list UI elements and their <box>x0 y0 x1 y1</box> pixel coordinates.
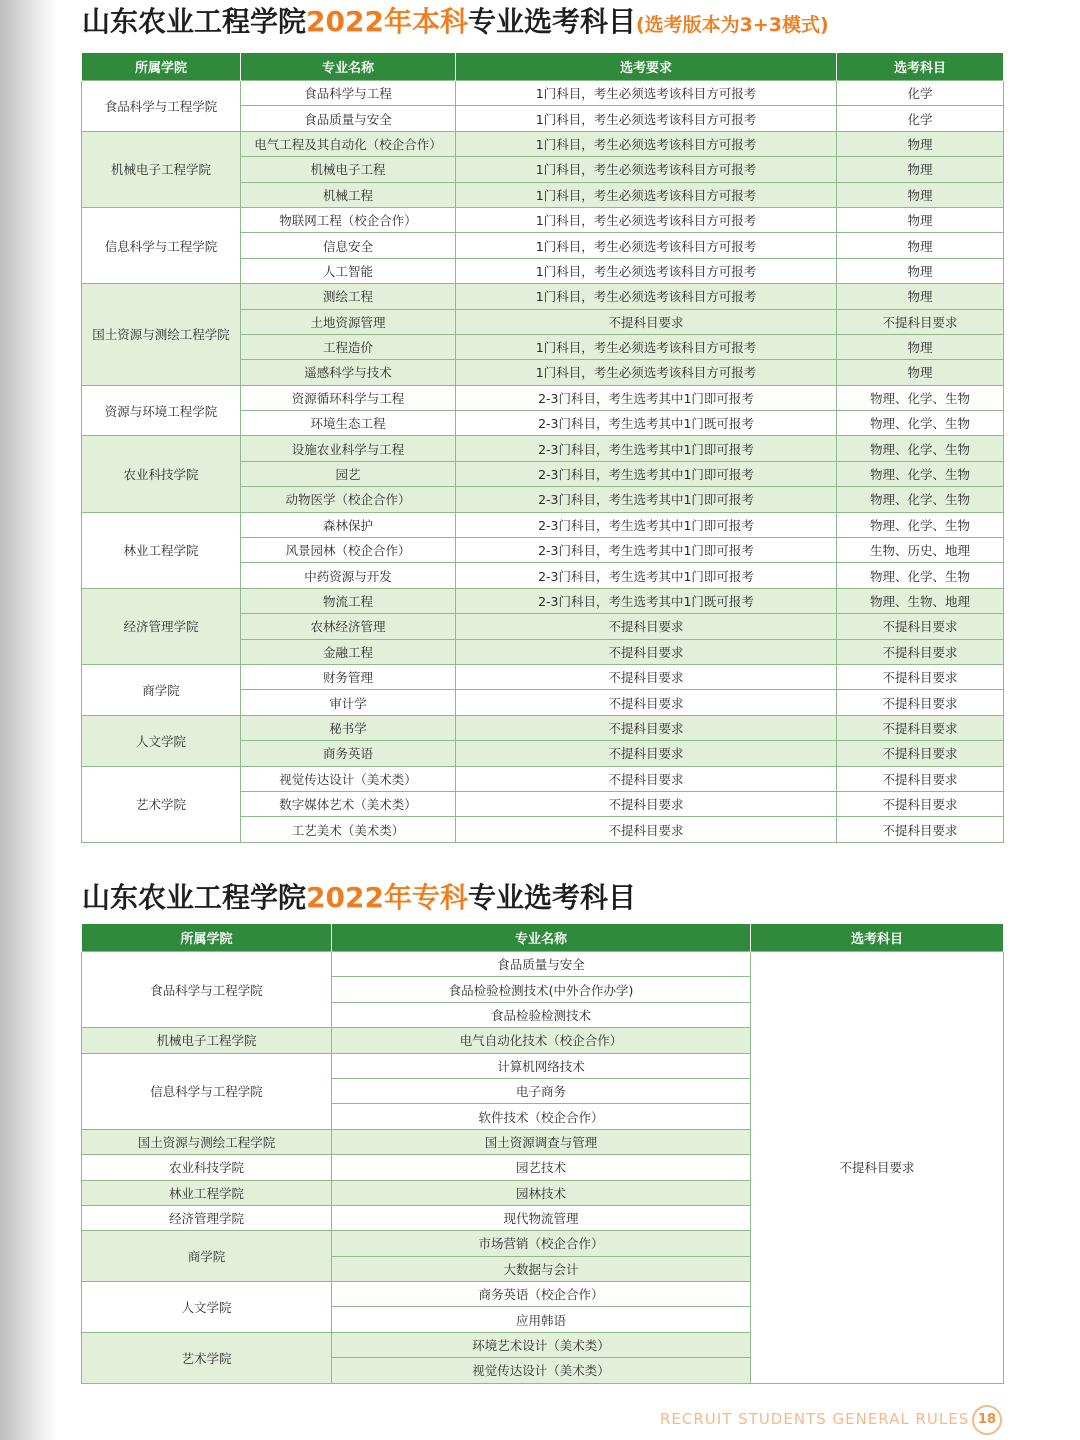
requirement-cell: 2-3门科目，考生选考其中1门即可报考 <box>456 512 837 537</box>
major-cell: 电气工程及其自动化（校企合作） <box>241 131 456 156</box>
requirement-cell: 不提科目要求 <box>456 766 837 791</box>
requirement-cell: 1门科目，考生必须选考该科目方可报考 <box>456 233 837 258</box>
school-cell: 机械电子工程学院 <box>82 1028 332 1053</box>
school-cell: 农业科技学院 <box>82 1155 332 1180</box>
school-cell: 国土资源与测绘工程学院 <box>82 1129 332 1154</box>
header-school: 所属学院 <box>82 924 332 952</box>
subject-cell: 不提科目要求 <box>837 715 1004 740</box>
requirement-cell: 1门科目，考生必须选考该科目方可报考 <box>456 360 837 385</box>
table-row <box>82 284 1004 309</box>
school-cell: 林业工程学院 <box>82 512 241 588</box>
subject-cell: 不提科目要求 <box>837 614 1004 639</box>
major-cell: 物流工程 <box>241 588 456 613</box>
school-cell: 经济管理学院 <box>82 588 241 664</box>
requirement-cell: 不提科目要求 <box>456 664 837 689</box>
footer-text: RECRUIT STUDENTS GENERAL RULES <box>660 1410 970 1428</box>
table-row <box>82 512 1004 537</box>
subject-cell: 物理 <box>837 258 1004 283</box>
title-subject: 专业选考科目 <box>467 881 636 914</box>
subject-cell: 物理 <box>837 182 1004 207</box>
title-school-name: 山东农业工程学院 <box>82 5 307 38</box>
requirement-cell: 1门科目，考生必须选考该科目方可报考 <box>456 131 837 156</box>
page-fold-shadow <box>0 0 58 1440</box>
college-table-body <box>82 952 1004 1384</box>
requirement-cell: 2-3门科目，考生选考其中1门即可报考 <box>456 563 837 588</box>
table-header-row <box>82 924 1004 952</box>
undergrad-table-body <box>82 81 1004 843</box>
subject-cell: 物理 <box>837 157 1004 182</box>
school-cell: 信息科学与工程学院 <box>82 1053 332 1129</box>
subject-cell: 物理、化学、生物 <box>837 411 1004 436</box>
major-cell: 审计学 <box>241 690 456 715</box>
table-row <box>82 588 1004 613</box>
table-header-row <box>82 53 1004 81</box>
requirement-cell: 不提科目要求 <box>456 690 837 715</box>
major-cell: 测绘工程 <box>241 284 456 309</box>
title-subject: 专业选考科目 <box>467 5 636 38</box>
major-cell: 现代物流管理 <box>332 1205 751 1230</box>
major-cell: 商务英语 <box>241 741 456 766</box>
major-cell: 园林技术 <box>332 1180 751 1205</box>
subject-cell: 物理、化学、生物 <box>837 385 1004 410</box>
school-cell: 林业工程学院 <box>82 1180 332 1205</box>
header-subjects: 选考科目 <box>751 924 1004 952</box>
requirement-cell: 1门科目，考生必须选考该科目方可报考 <box>456 334 837 359</box>
requirement-cell: 2-3门科目，考生选考其中1门即可报考 <box>456 538 837 563</box>
subject-cell: 不提科目要求 <box>837 741 1004 766</box>
title-year-level: 2022年本科 <box>306 5 468 38</box>
major-cell: 中药资源与开发 <box>241 563 456 588</box>
major-cell: 森林保护 <box>241 512 456 537</box>
major-cell: 工程造价 <box>241 334 456 359</box>
college-title <box>82 881 636 914</box>
school-cell: 经济管理学院 <box>82 1205 332 1230</box>
major-cell: 金融工程 <box>241 639 456 664</box>
requirement-cell: 不提科目要求 <box>456 614 837 639</box>
header-school: 所属学院 <box>82 53 241 81</box>
header-major: 专业名称 <box>332 924 751 952</box>
college-table <box>81 924 1004 1384</box>
major-cell: 物联网工程（校企合作） <box>241 207 456 232</box>
school-cell: 人文学院 <box>82 1282 332 1333</box>
school-cell: 食品科学与工程学院 <box>82 952 332 1028</box>
requirement-cell: 1门科目，考生必须选考该科目方可报考 <box>456 207 837 232</box>
major-cell: 园艺 <box>241 461 456 486</box>
major-cell: 食品质量与安全 <box>241 106 456 131</box>
school-cell: 商学院 <box>82 1231 332 1282</box>
requirement-cell: 2-3门科目，考生选考其中1门既可报考 <box>456 411 837 436</box>
requirement-cell: 不提科目要求 <box>456 715 837 740</box>
requirement-cell: 1门科目，考生必须选考该科目方可报考 <box>456 284 837 309</box>
major-cell: 食品科学与工程 <box>241 81 456 106</box>
school-cell: 艺术学院 <box>82 1332 332 1383</box>
title-year-level: 2022年专科 <box>306 881 468 914</box>
major-cell: 电气自动化技术（校企合作） <box>332 1028 751 1053</box>
major-cell: 信息安全 <box>241 233 456 258</box>
table-row <box>82 766 1004 791</box>
subject-cell: 物理 <box>837 131 1004 156</box>
school-cell: 资源与环境工程学院 <box>82 385 241 436</box>
major-cell: 软件技术（校企合作） <box>332 1104 751 1129</box>
undergrad-table <box>81 53 1004 843</box>
header-subjects: 选考科目 <box>837 53 1004 81</box>
subject-cell: 化学 <box>837 81 1004 106</box>
major-cell: 国土资源调查与管理 <box>332 1129 751 1154</box>
school-cell: 信息科学与工程学院 <box>82 207 241 283</box>
major-cell: 视觉传达设计（美术类） <box>332 1358 751 1383</box>
subject-cell: 物理 <box>837 207 1004 232</box>
table-row <box>82 715 1004 740</box>
subject-cell-merged: 不提科目要求 <box>751 952 1004 1384</box>
requirement-cell: 2-3门科目，考生选考其中1门即可报考 <box>456 436 837 461</box>
table-row <box>82 131 1004 156</box>
header-major: 专业名称 <box>241 53 456 81</box>
table-row <box>82 436 1004 461</box>
major-cell: 工艺美术（美术类） <box>241 817 456 842</box>
requirement-cell: 不提科目要求 <box>456 639 837 664</box>
header-requirement: 选考要求 <box>456 53 837 81</box>
major-cell: 机械工程 <box>241 182 456 207</box>
major-cell: 大数据与会计 <box>332 1256 751 1281</box>
major-cell: 电子商务 <box>332 1078 751 1103</box>
major-cell: 环境艺术设计（美术类） <box>332 1332 751 1357</box>
subject-cell: 生物、历史、地理 <box>837 538 1004 563</box>
requirement-cell: 1门科目，考生必须选考该科目方可报考 <box>456 81 837 106</box>
requirement-cell: 不提科目要求 <box>456 741 837 766</box>
title-note: (选考版本为3+3模式) <box>635 14 829 36</box>
school-cell: 人文学院 <box>82 715 241 766</box>
major-cell: 土地资源管理 <box>241 309 456 334</box>
major-cell: 资源循环科学与工程 <box>241 385 456 410</box>
school-cell: 艺术学院 <box>82 766 241 842</box>
subject-cell: 物理、生物、地理 <box>837 588 1004 613</box>
requirement-cell: 1门科目，考生必须选考该科目方可报考 <box>456 258 837 283</box>
major-cell: 遥感科学与技术 <box>241 360 456 385</box>
title-school-name: 山东农业工程学院 <box>82 881 307 914</box>
table-row <box>82 952 1004 977</box>
requirement-cell: 不提科目要求 <box>456 309 837 334</box>
table-row <box>82 207 1004 232</box>
requirement-cell: 1门科目，考生必须选考该科目方可报考 <box>456 106 837 131</box>
school-cell: 农业科技学院 <box>82 436 241 512</box>
subject-cell: 物理 <box>837 284 1004 309</box>
subject-cell: 物理、化学、生物 <box>837 436 1004 461</box>
subject-cell: 化学 <box>837 106 1004 131</box>
school-cell: 商学院 <box>82 664 241 715</box>
subject-cell: 不提科目要求 <box>837 791 1004 816</box>
major-cell: 园艺技术 <box>332 1155 751 1180</box>
requirement-cell: 2-3门科目，考生选考其中1门既可报考 <box>456 588 837 613</box>
subject-cell: 物理、化学、生物 <box>837 563 1004 588</box>
major-cell: 数字媒体艺术（美术类） <box>241 791 456 816</box>
table-row <box>82 664 1004 689</box>
major-cell: 食品检验检测技术 <box>332 1002 751 1027</box>
major-cell: 人工智能 <box>241 258 456 283</box>
major-cell: 食品质量与安全 <box>332 952 751 977</box>
subject-cell: 不提科目要求 <box>837 817 1004 842</box>
major-cell: 动物医学（校企合作） <box>241 487 456 512</box>
requirement-cell: 不提科目要求 <box>456 817 837 842</box>
subject-cell: 物理、化学、生物 <box>837 512 1004 537</box>
major-cell: 秘书学 <box>241 715 456 740</box>
school-cell: 食品科学与工程学院 <box>82 81 241 132</box>
major-cell: 商务英语（校企合作） <box>332 1282 751 1307</box>
major-cell: 食品检验检测技术(中外合作办学) <box>332 977 751 1002</box>
requirement-cell: 1门科目，考生必须选考该科目方可报考 <box>456 157 837 182</box>
subject-cell: 不提科目要求 <box>837 690 1004 715</box>
major-cell: 机械电子工程 <box>241 157 456 182</box>
page-number-badge: 18 <box>972 1405 1002 1435</box>
major-cell: 农林经济管理 <box>241 614 456 639</box>
major-cell: 风景园林（校企合作） <box>241 538 456 563</box>
requirement-cell: 不提科目要求 <box>456 791 837 816</box>
subject-cell: 不提科目要求 <box>837 664 1004 689</box>
requirement-cell: 2-3门科目，考生选考其中1门即可报考 <box>456 385 837 410</box>
undergrad-title <box>82 5 829 38</box>
subject-cell: 物理 <box>837 233 1004 258</box>
subject-cell: 物理 <box>837 334 1004 359</box>
major-cell: 财务管理 <box>241 664 456 689</box>
subject-cell: 物理、化学、生物 <box>837 487 1004 512</box>
requirement-cell: 1门科目，考生必须选考该科目方可报考 <box>456 182 837 207</box>
major-cell: 计算机网络技术 <box>332 1053 751 1078</box>
subject-cell: 物理、化学、生物 <box>837 461 1004 486</box>
major-cell: 视觉传达设计（美术类） <box>241 766 456 791</box>
major-cell: 应用韩语 <box>332 1307 751 1332</box>
requirement-cell: 2-3门科目，考生选考其中1门即可报考 <box>456 487 837 512</box>
subject-cell: 不提科目要求 <box>837 639 1004 664</box>
school-cell: 国土资源与测绘工程学院 <box>82 284 241 386</box>
table-row <box>82 385 1004 410</box>
subject-cell: 不提科目要求 <box>837 309 1004 334</box>
subject-cell: 不提科目要求 <box>837 766 1004 791</box>
major-cell: 环境生态工程 <box>241 411 456 436</box>
school-cell: 机械电子工程学院 <box>82 131 241 207</box>
table-row <box>82 81 1004 106</box>
major-cell: 市场营销（校企合作） <box>332 1231 751 1256</box>
major-cell: 设施农业科学与工程 <box>241 436 456 461</box>
subject-cell: 物理 <box>837 360 1004 385</box>
requirement-cell: 2-3门科目，考生选考其中1门即可报考 <box>456 461 837 486</box>
